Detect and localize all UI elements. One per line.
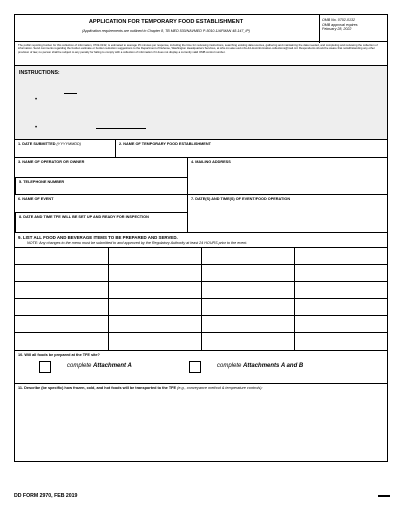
field-date-submitted-hint: (YYYYMMDD) [56,142,82,146]
instructions-title: INSTRUCTIONS: [19,70,60,76]
food-item-cell[interactable] [294,316,387,332]
left-column [15,195,187,232]
field-operator-name-label: 3. NAME OF OPERATOR OR OWNER [18,160,85,164]
omb-number: OMB No. 0702-0132 [322,18,355,22]
form-footer: DD FORM 2970, FEB 2019 [14,493,78,499]
food-item-cell[interactable] [294,333,387,350]
field-date-submitted-label: 1. DATE SUBMITTED [18,142,56,146]
section-9-note: NOTE: Any changes to the menu must be submitted to and approved by the Regulatory Authority at least 24 HOURS prior to the event. [27,241,248,245]
food-item-cell[interactable] [108,333,201,350]
food-item-cell[interactable] [15,333,108,350]
left-column [15,158,187,194]
row-date-name [14,140,388,158]
field-mailing-address[interactable] [187,158,387,194]
omb-box [319,15,389,43]
option-attachment-a-prefix: complete [67,363,92,369]
table-row [15,333,387,350]
field-event-dates[interactable] [187,195,387,232]
food-item-cell[interactable] [15,265,108,281]
option-attachment-a-name: Attachment A [93,363,132,369]
food-item-cell[interactable] [15,316,108,332]
section-prepared-on-site [14,351,388,384]
checkbox-attachments-a-b[interactable] [189,361,201,373]
field-telephone-label: 5. TELEPHONE NUMBER [19,180,65,184]
instruction-bullet: • [35,97,38,103]
field-establishment-name-label: 2. NAME OF TEMPORARY FOOD ESTABLISHMENT [119,142,211,146]
option-attachments-a-b-label [217,363,303,369]
table-row [15,282,387,299]
field-event-name[interactable] [15,195,187,213]
field-setup-time-label: 8. DATE AND TIME TFE WILL BE SET UP AND READY FOR INSPECTION [19,215,149,219]
food-item-cell[interactable] [201,333,294,350]
food-item-cell[interactable] [108,316,201,332]
instruction-underline [64,93,77,94]
food-item-cell[interactable] [201,316,294,332]
food-item-cell[interactable] [108,299,201,315]
field-mailing-address-label: 4. MAILING ADDRESS [191,160,231,164]
field-operator-name[interactable] [15,158,187,178]
field-establishment-name[interactable] [115,140,387,157]
section-9-title: 9. LIST ALL FOOD AND BEVERAGE ITEMS TO BE PREPARED AND SERVED. [18,235,178,240]
food-item-cell[interactable] [15,282,108,298]
food-item-cell[interactable] [294,282,387,298]
instruction-bullet: • [35,125,38,131]
food-item-cell[interactable] [201,265,294,281]
row-event [14,195,388,233]
instructions-box [14,66,388,140]
food-item-cell[interactable] [15,299,108,315]
food-item-cell[interactable] [294,299,387,315]
food-item-cell[interactable] [294,265,387,281]
field-event-name-label: 6. NAME OF EVENT [18,197,54,201]
form-header [14,14,388,42]
section-food-items [14,233,388,351]
instruction-underline [96,128,146,129]
checkbox-attachment-a[interactable] [39,361,51,373]
omb-expiry-date: February 28, 2022 [322,27,352,32]
table-row [15,316,387,333]
burden-statement: The public reporting burden for this collection of information, 0702-0132, is estimated to average 15 minutes per response, including the time for reviewing instructions, searching existing data sources, gathering and maintaining the data needed, and completing and reviewing the collection of information. Send comments regarding the burden estimate or burden reduction suggestions to the Department of Defense, Washington Headquarters Services, at whs.mc-alex.esd.mbx.dd-dod-information-collections@mail.mil. Respondents should be aware that notwithstanding any other provision of law, no person shall be subject to any penalty for failing to comply with a collection of information if it does not display a currently valid OMB control number. [14,42,388,66]
food-item-cell[interactable] [201,248,294,264]
section-transport[interactable] [14,384,388,462]
food-item-cell[interactable] [294,248,387,264]
form-title: APPLICATION FOR TEMPORARY FOOD ESTABLISHMENT [88,19,244,25]
field-date-submitted[interactable] [15,140,115,157]
section-11-question [18,386,263,390]
row-operator-address [14,158,388,195]
food-item-cell[interactable] [15,248,108,264]
field-telephone[interactable] [15,178,187,194]
form-page [14,14,388,462]
field-setup-time[interactable] [15,213,187,232]
section-10-question: 10. Will all foods be prepared at the TFE site? [18,353,100,357]
option-attachments-a-b-name: Attachments A and B [243,363,304,369]
food-items-grid [15,247,387,350]
form-subtitle: (Application requirements are outlined in Chapter 8, TB MED 530/NAVMED P-5010-1/AFMAN 48-147_IP) [82,29,250,33]
option-attachments-a-b-prefix: complete [217,363,242,369]
field-event-dates-label: 7. DATE(S) AND TIME(S) OF EVENT/FOOD OPERATION [191,197,291,201]
corner-mark [378,495,390,497]
food-item-cell[interactable] [108,282,201,298]
table-row [15,265,387,282]
section-11-question-text: 11. Describe (be specific) how frozen, cold, and hot foods will be transported to the TFE [18,386,177,390]
table-row [15,299,387,316]
food-item-cell[interactable] [108,248,201,264]
table-row [15,248,387,265]
section-11-question-hint: (e.g., conveyance method & temperature controls): [177,386,263,390]
food-item-cell[interactable] [201,282,294,298]
omb-approval-label: OMB approval expires [322,22,358,27]
food-item-cell[interactable] [201,299,294,315]
food-item-cell[interactable] [108,265,201,281]
option-attachment-a-label [67,363,132,369]
